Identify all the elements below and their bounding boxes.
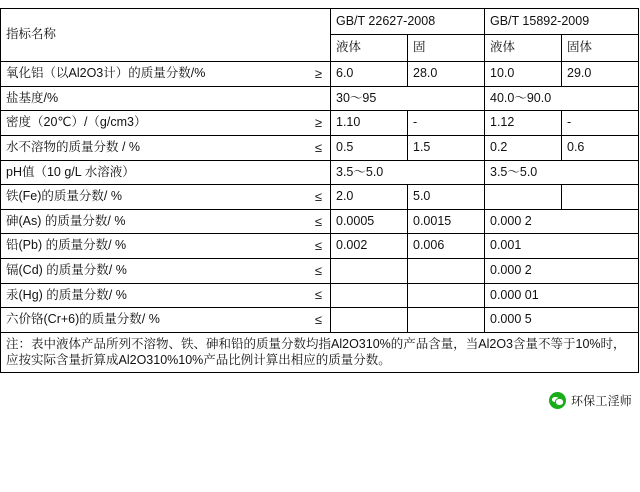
cell-value: 40.0～90.0 bbox=[485, 86, 639, 111]
table-row bbox=[1, 160, 639, 185]
row-label-text: 六价铬(Cr+6)的质量分数/ % bbox=[6, 312, 160, 327]
cell-value: 0.000 2 bbox=[485, 209, 639, 234]
cell-value: 10.0 bbox=[485, 62, 562, 87]
row-operator: ≤ bbox=[314, 238, 322, 254]
cell-value bbox=[408, 283, 485, 308]
cell-value bbox=[408, 308, 485, 333]
row-label bbox=[1, 62, 331, 87]
cell-value: 5.0 bbox=[408, 185, 485, 210]
cell-value: 0.6 bbox=[562, 135, 639, 160]
header-standard-1: GB/T 22627-2008 bbox=[331, 9, 485, 35]
row-label-text: 铁(Fe)的质量分数/ % bbox=[6, 189, 122, 204]
row-label bbox=[1, 185, 331, 210]
cell-value: 28.0 bbox=[408, 62, 485, 87]
row-label bbox=[1, 234, 331, 259]
cell-value: 0.001 bbox=[485, 234, 639, 259]
row-operator: ≤ bbox=[314, 188, 322, 204]
cell-value: 0.006 bbox=[408, 234, 485, 259]
row-label bbox=[1, 135, 331, 160]
row-label-text: 氧化铝（以Al2O3计）的质量分数/% bbox=[6, 66, 206, 80]
row-operator: ≤ bbox=[314, 262, 322, 278]
table-row bbox=[1, 308, 639, 333]
cell-value: 0.000 2 bbox=[485, 259, 639, 284]
top-margin bbox=[0, 0, 640, 8]
row-label-text: pH值（10 g/L 水溶液） bbox=[6, 164, 135, 179]
row-label-text: 汞(Hg) 的质量分数/ % bbox=[6, 287, 127, 302]
table-row bbox=[1, 259, 639, 284]
row-label bbox=[1, 283, 331, 308]
cell-value: 0.000 5 bbox=[485, 308, 639, 333]
row-label bbox=[1, 160, 331, 185]
cell-value: 0.5 bbox=[331, 135, 408, 160]
row-label bbox=[1, 308, 331, 333]
cell-value: 1.12 bbox=[485, 111, 562, 136]
cell-value: 0.0005 bbox=[331, 209, 408, 234]
wechat-icon bbox=[549, 392, 566, 409]
subheader-solid-2: 固体 bbox=[562, 35, 639, 62]
cell-value: 1.10 bbox=[331, 111, 408, 136]
table-row bbox=[1, 86, 639, 111]
brand-name: 环保工淫师 bbox=[570, 394, 632, 409]
table-note: 注：表中液体产品所列不溶物、铁、砷和铅的质量分数均指Al2O310%的产品含量，当Al2O3含量不等于10%时，应按实际含量折算成Al2O310%10%产品比例计算出相应的质量分数。 bbox=[1, 332, 639, 372]
cell-value: 1.5 bbox=[408, 135, 485, 160]
specification-table bbox=[0, 8, 639, 373]
row-operator: ≤ bbox=[314, 311, 322, 327]
row-label-text: 盐基度/% bbox=[6, 90, 59, 105]
table-row bbox=[1, 185, 639, 210]
row-operator: ≥ bbox=[314, 65, 322, 81]
row-operator: ≤ bbox=[314, 287, 322, 303]
table-row bbox=[1, 283, 639, 308]
cell-value bbox=[331, 308, 408, 333]
subheader-liquid-2: 液体 bbox=[485, 35, 562, 62]
row-label-text: 镉(Cd) 的质量分数/ % bbox=[6, 263, 127, 277]
cell-value: - bbox=[562, 111, 639, 136]
cell-value: 3.5～5.0 bbox=[485, 160, 639, 185]
cell-value: 0.000 01 bbox=[485, 283, 639, 308]
cell-value: 2.0 bbox=[331, 185, 408, 210]
row-operator: ≤ bbox=[314, 139, 322, 155]
table-row bbox=[1, 209, 639, 234]
cell-value: 30～95 bbox=[331, 86, 485, 111]
subheader-solid-1: 固 bbox=[408, 35, 485, 62]
row-operator: ≥ bbox=[314, 114, 322, 130]
table-note-row bbox=[1, 332, 639, 372]
table-row bbox=[1, 135, 639, 160]
cell-value bbox=[485, 185, 562, 210]
table-row bbox=[1, 111, 639, 136]
row-label-text: 密度（20℃）/（g/cm3） bbox=[6, 115, 147, 130]
cell-value: 0.002 bbox=[331, 234, 408, 259]
row-label bbox=[1, 209, 331, 234]
cell-value bbox=[562, 185, 639, 210]
row-operator: ≤ bbox=[314, 213, 322, 229]
cell-value bbox=[331, 259, 408, 284]
cell-value bbox=[331, 283, 408, 308]
row-label-text: 砷(As) 的质量分数/ % bbox=[6, 213, 126, 228]
table-header-row bbox=[1, 9, 639, 35]
row-label bbox=[1, 111, 331, 136]
cell-value: - bbox=[408, 111, 485, 136]
cell-value: 29.0 bbox=[562, 62, 639, 87]
cell-value bbox=[408, 259, 485, 284]
row-label bbox=[1, 86, 331, 111]
header-name-col: 指标名称 bbox=[1, 9, 331, 62]
table-row bbox=[1, 234, 639, 259]
row-label bbox=[1, 259, 331, 284]
header-standard-2: GB/T 15892-2009 bbox=[485, 9, 639, 35]
wechat-brand bbox=[549, 392, 632, 409]
subheader-liquid-1: 液体 bbox=[331, 35, 408, 62]
row-label-text: 水不溶物的质量分数 / % bbox=[6, 139, 141, 154]
cell-value: 0.2 bbox=[485, 135, 562, 160]
row-label-text: 铅(Pb) 的质量分数/ % bbox=[6, 238, 127, 253]
footer bbox=[0, 373, 640, 417]
table-row bbox=[1, 62, 639, 87]
cell-value: 3.5～5.0 bbox=[331, 160, 485, 185]
cell-value: 6.0 bbox=[331, 62, 408, 87]
cell-value: 0.0015 bbox=[408, 209, 485, 234]
